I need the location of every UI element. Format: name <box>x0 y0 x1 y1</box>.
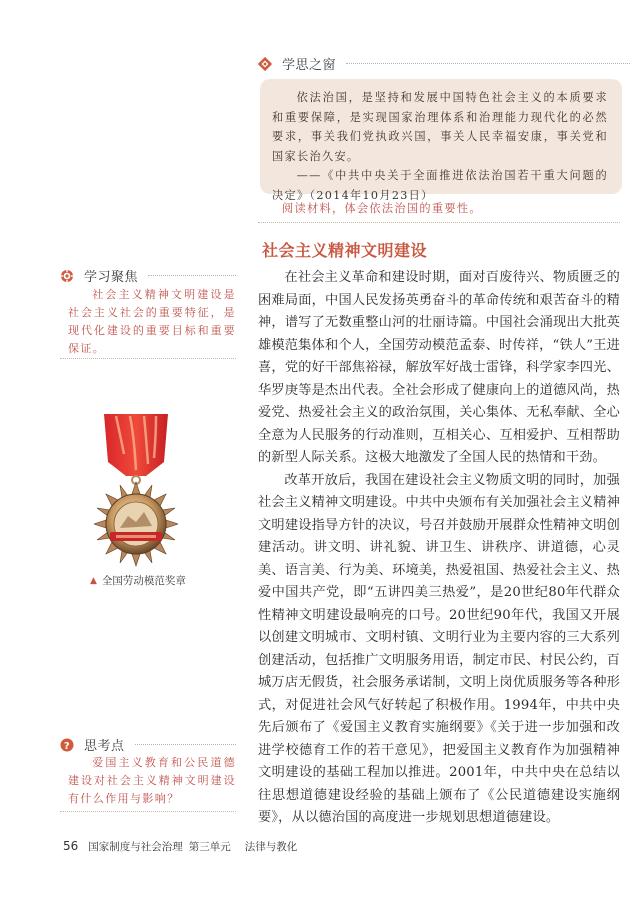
think-question: 爱国主义教育和公民道德建设对社会主义精神文明建设有什么作用与影响？ <box>68 756 236 805</box>
quote-text: 依法治国，是坚持和发展中国特色社会主义的本质要求和重要保障，是实现国家治理体系和治理能力现代化的必然要求，事关我们党执政兴国，事关人民幸福安康，事关党和国家长治久安。 <box>272 91 608 163</box>
unit-label: 第三单元 <box>188 841 231 853</box>
xueszhichuang-title: 学思之窗 <box>282 58 337 73</box>
medal-caption-text: 全国劳动模范奖章 <box>101 575 186 587</box>
question-circle-icon <box>60 738 74 752</box>
dotted-divider <box>258 222 620 223</box>
unit-title: 法律与教化 <box>244 841 298 853</box>
dotted-divider <box>148 275 236 276</box>
page-number: 56 <box>63 839 79 853</box>
xuexijujiao-header <box>60 266 236 285</box>
section-title: 社会主义精神文明建设 <box>262 241 428 260</box>
dotted-divider <box>60 358 236 359</box>
xueszhichuang-quote-box <box>260 79 622 202</box>
sikaodian-title: 思考点 <box>84 739 125 754</box>
book-title: 国家制度与社会治理 <box>88 841 183 853</box>
page-footer <box>63 839 297 854</box>
dotted-divider <box>135 744 236 745</box>
sikaodian-text <box>68 754 236 808</box>
diamond-flower-icon <box>258 57 272 71</box>
dotted-divider <box>60 811 236 812</box>
xuexijujiao-title: 学习聚焦 <box>84 270 139 285</box>
medal-caption <box>90 573 186 588</box>
sikaodian-header <box>60 735 236 754</box>
body-paragraph: 在社会主义革命和建设时期，面对百废待兴、物质匮乏的困难局面，中国人民发扬英勇奋斗的革命传统和艰苦奋斗的精神，谱写了无数重整山河的壮丽诗篇。中国社会涌现出大批英雄模范集体和个人，全国劳动模范孟泰、时传祥，“铁人”王进喜，党的好干部焦裕禄，解放军好战士雷锋，科学家李四光、华罗庚等是杰出代表。全社会形成了健康向上的道德风尚，热爱党、热爱社会主义的政治氛围，关心集体、无私奉献、全心全意为人民服务的行动准则，互相关心、互相爱护、互相帮助的新型人际关系。这极大地激发了全国人民的热情和干劲。 <box>258 270 620 465</box>
quote-source: ——《中共中央关于全面推进依法治国若干重大问题的决定》（2014年10月23日） <box>272 169 608 202</box>
labor-model-medal-image <box>94 414 178 580</box>
body-paragraph: 改革开放后，我国在建设社会主义物质文明的同时，加强社会主义精神文明建设。中共中央颁布有关加强社会主义精神文明建设指导方针的决议，号召并鼓励开展群众性精神文明创建活动。讲文明、讲礼貌、讲卫生、讲秩序、讲道德，心灵美、语言美、行为美、环境美，热爱祖国、热爱社会主义、热爱中国共产党，即“五讲四美三热爱”，是20世纪80年代群众性精神文明建设最响亮的口号。20世纪90年代，我国又开展以创建文明城市、文明村镇、文明行业为主要内容的三大系列创建活动，包括推广文明服务用语，制定市民、村民公约，百城万店无假货，社会服务承诺制，文明上岗优质服务等各种形式，对促进社会风气好转起了积极作用。1994年，中共中央先后颁布了《爱国主义教育实施纲要》《关于进一步加强和改进学校德育工作的若干意见》，把爱国主义教育作为加强精神文明建设的基础工程加以推进。2001年，中共中央在总结以往思想道德建设经验的基础上颁布了《公民道德建设实施纲要》，从以德治国的高度进一步规划思想道德建设。 <box>258 472 620 825</box>
xueszhichuang-header <box>258 54 630 73</box>
xuexijujiao-text <box>68 286 236 358</box>
triangle-marker-icon: ▲ <box>90 575 97 586</box>
dotted-divider <box>346 63 630 64</box>
target-circle-icon <box>60 269 74 283</box>
reading-task: 阅读材料，体会依法治国的重要性。 <box>282 202 482 215</box>
svg-text:?: ? <box>63 740 71 752</box>
main-body-text <box>258 267 620 830</box>
focus-note: 社会主义精神文明建设是社会主义社会的重要特征，是现代化建设的重要目标和重要保证。 <box>68 288 236 355</box>
